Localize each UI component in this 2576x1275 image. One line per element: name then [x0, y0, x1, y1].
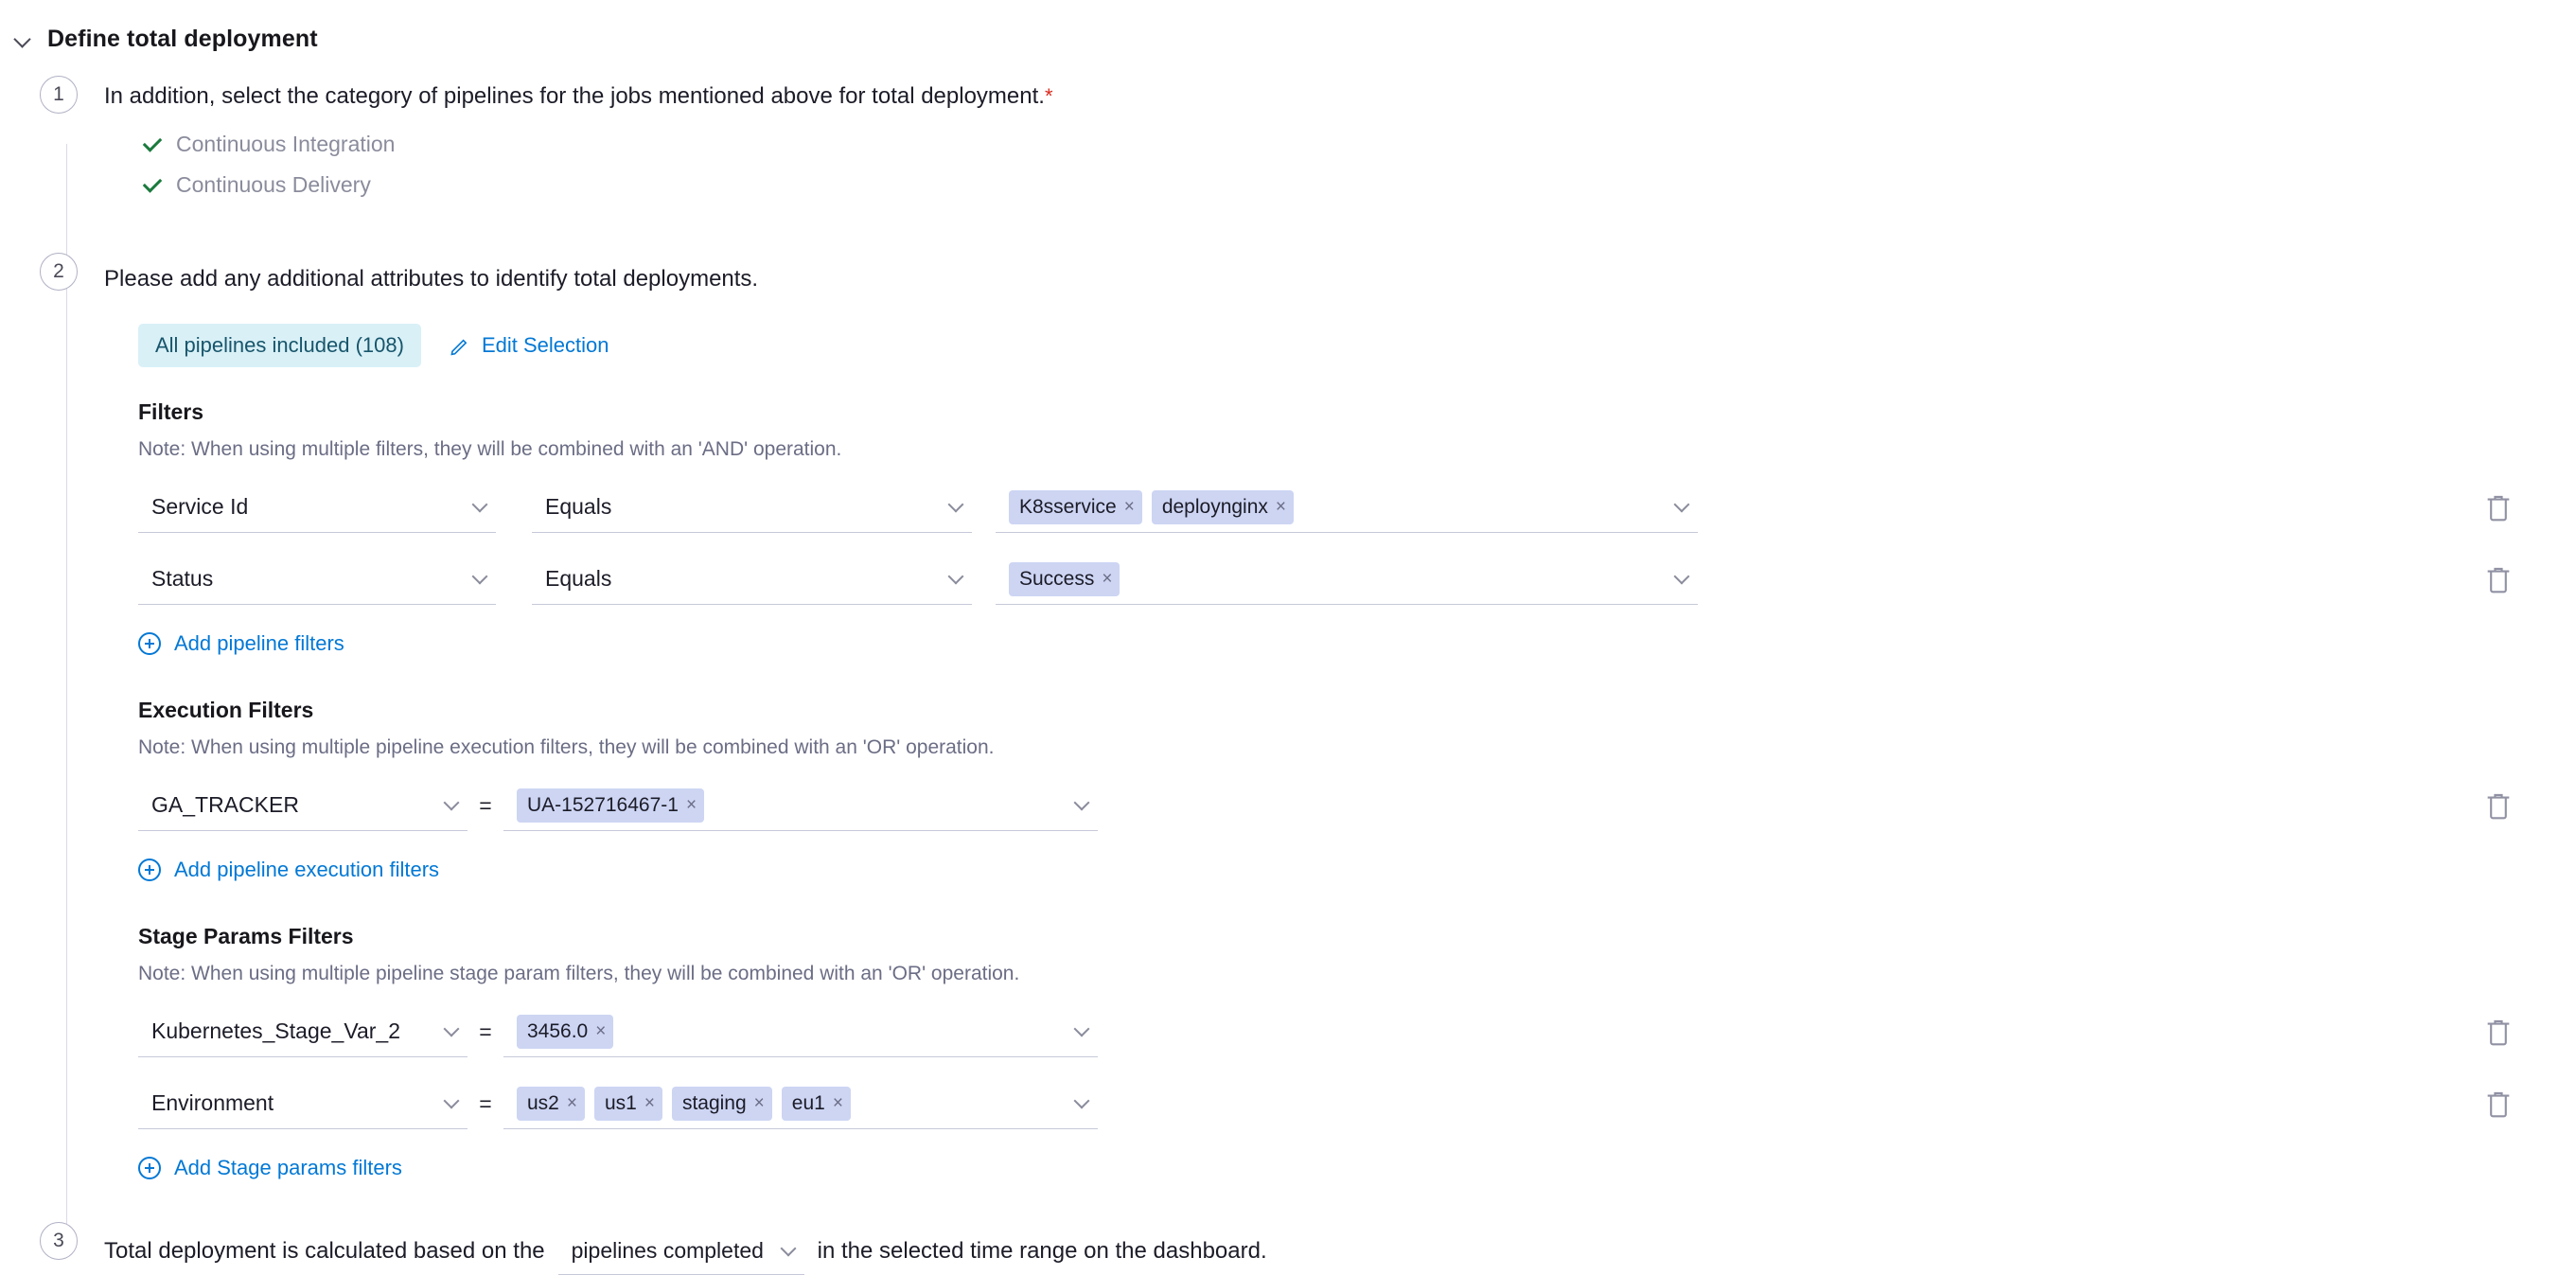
section-header[interactable]: [0, 0, 2576, 59]
delete-filter-button[interactable]: [2497, 487, 2538, 528]
stage-param-key-select[interactable]: [138, 1006, 468, 1057]
filter-value-tag[interactable]: [1009, 490, 1142, 524]
page-title: Define total deployment: [47, 25, 318, 52]
close-icon[interactable]: ×: [566, 1092, 577, 1113]
chevron-down-icon[interactable]: [13, 28, 34, 49]
chevron-down-icon: [445, 1023, 458, 1036]
filter-values-select[interactable]: [996, 482, 1698, 533]
chevron-down-icon: [1075, 1095, 1088, 1108]
delete-stage-param-filter-button[interactable]: [2497, 1011, 2538, 1053]
step-3-body: [104, 1222, 2576, 1275]
trash-icon: [2482, 1088, 2514, 1120]
stage-param-values-select[interactable]: [503, 1006, 1098, 1057]
close-icon[interactable]: ×: [685, 794, 697, 815]
equals-sign: =: [479, 1018, 492, 1044]
plus-circle-icon: [138, 859, 161, 881]
chevron-down-icon: [782, 1243, 795, 1256]
step-1-badge: 1: [40, 76, 78, 114]
calculation-basis-select[interactable]: [558, 1228, 804, 1275]
equals-sign: =: [479, 1090, 492, 1116]
filter-row: [138, 554, 2576, 605]
filter-attribute-select[interactable]: [138, 482, 496, 533]
plus-circle-icon: [138, 632, 161, 655]
chevron-down-icon: [473, 499, 486, 512]
close-icon[interactable]: ×: [595, 1020, 607, 1041]
chevron-down-icon: [445, 1095, 458, 1108]
chevron-down-icon: [1075, 1023, 1088, 1036]
equals-sign: =: [479, 792, 492, 818]
step-1-body: [104, 76, 2576, 213]
add-pipeline-execution-filters-label: Add pipeline execution filters: [174, 858, 440, 882]
checkbox-label: Continuous Delivery: [176, 172, 371, 198]
required-marker: *: [1044, 84, 1053, 108]
chevron-down-icon: [1675, 571, 1688, 584]
filters-note: Note: When using multiple filters, they will be combined with an 'AND' operation.: [138, 438, 842, 461]
filter-row: [138, 482, 2576, 533]
filter-operator-value: Equals: [545, 494, 612, 520]
chevron-down-icon: [473, 571, 486, 584]
close-icon[interactable]: ×: [1275, 496, 1287, 517]
step-2-body: [104, 258, 2576, 1180]
stage-param-filter-row: [138, 1006, 2576, 1057]
chevron-down-icon: [949, 571, 962, 584]
execution-filters-note: Note: When using multiple pipeline execution filters, they will be combined with an 'OR' operation.: [138, 736, 995, 759]
filter-operator-select[interactable]: [532, 482, 972, 533]
add-pipeline-execution-filters-button[interactable]: [138, 858, 2576, 882]
pencil-icon: [450, 335, 470, 356]
trash-icon: [2482, 1016, 2514, 1048]
tag-label: us1: [604, 1091, 637, 1114]
execution-filter-values-select[interactable]: [503, 780, 1098, 831]
steps-container: [40, 76, 2576, 1275]
tag-label: UA-152716467-1: [527, 793, 679, 816]
tag-label: eu1: [791, 1091, 825, 1114]
close-icon[interactable]: ×: [753, 1092, 765, 1113]
tag-label: Success: [1019, 567, 1095, 590]
filter-attribute-select[interactable]: [138, 554, 496, 605]
step-3-badge: 3: [40, 1222, 78, 1260]
add-pipeline-filters-button[interactable]: [138, 631, 2576, 656]
check-icon: [142, 176, 161, 195]
filter-value-tag[interactable]: [1009, 562, 1120, 596]
stage-param-value-tag[interactable]: [517, 1015, 613, 1049]
stage-params-filters-note: Note: When using multiple pipeline stage param filters, they will be combined with an 'OR' operation.: [138, 963, 1020, 985]
execution-filter-row: [138, 780, 2576, 831]
status-badge: All pipelines included (108): [138, 324, 421, 367]
filter-attribute-value: Status: [151, 566, 214, 592]
edit-selection-label: Edit Selection: [481, 333, 609, 358]
tag-label: K8sservice: [1019, 495, 1117, 518]
chevron-down-icon: [1075, 797, 1088, 810]
step-3: [40, 1222, 2576, 1275]
step-1-label: In addition, select the category of pipelines for the jobs mentioned above for total deployment.: [104, 83, 1045, 109]
close-icon[interactable]: ×: [1102, 568, 1113, 589]
step-3-text-before: Total deployment is calculated based on the: [104, 1238, 545, 1265]
close-icon[interactable]: ×: [1123, 496, 1135, 517]
step-3-text: [104, 1228, 2576, 1275]
step-2-badge: 2: [40, 253, 78, 291]
close-icon[interactable]: ×: [832, 1092, 843, 1113]
trash-icon: [2482, 789, 2514, 822]
stage-param-filter-row: [138, 1078, 2576, 1129]
filter-operator-value: Equals: [545, 566, 612, 592]
chevron-down-icon: [1675, 499, 1688, 512]
filter-values-select[interactable]: [996, 554, 1698, 605]
chevron-down-icon: [949, 499, 962, 512]
selection-summary-row: [138, 324, 2576, 367]
check-icon: [142, 135, 161, 154]
add-stage-params-filters-button[interactable]: [138, 1156, 2576, 1180]
filter-operator-select[interactable]: [532, 554, 972, 605]
calculation-basis-value: pipelines completed: [571, 1238, 764, 1264]
delete-execution-filter-button[interactable]: [2497, 785, 2538, 826]
tag-label: 3456.0: [527, 1019, 589, 1042]
tag-label: staging: [681, 1091, 747, 1114]
add-stage-params-filters-label: Add Stage params filters: [174, 1156, 402, 1180]
tag-label: us2: [527, 1091, 559, 1114]
step-2: [40, 253, 2576, 1180]
execution-filter-value-tag[interactable]: [517, 788, 704, 823]
trash-icon: [2482, 563, 2514, 595]
trash-icon: [2482, 491, 2514, 523]
close-icon[interactable]: ×: [644, 1092, 655, 1113]
execution-filter-key-value: GA_TRACKER: [151, 792, 299, 818]
stage-param-values-select[interactable]: [503, 1078, 1098, 1129]
stage-param-key-value: Environment: [151, 1090, 274, 1116]
plus-circle-icon: [138, 1157, 161, 1179]
add-pipeline-filters-label: Add pipeline filters: [174, 631, 344, 656]
checkbox-continuous-delivery[interactable]: [142, 172, 2576, 198]
step-1-text: [104, 81, 2576, 111]
execution-filters-title: Execution Filters: [138, 698, 314, 723]
execution-filter-key-select[interactable]: [138, 780, 468, 831]
delete-stage-param-filter-button[interactable]: [2497, 1083, 2538, 1124]
filters-title: Filters: [138, 399, 204, 425]
checkbox-continuous-integration[interactable]: [142, 132, 2576, 157]
stage-param-key-value: Kubernetes_Stage_Var_2: [151, 1018, 400, 1044]
stage-param-value-tag[interactable]: [594, 1087, 662, 1121]
filter-value-tag[interactable]: [1152, 490, 1294, 524]
stage-param-value-tag[interactable]: [672, 1087, 772, 1121]
filter-attribute-value: Service Id: [151, 494, 249, 520]
step-2-text: Please add any additional attributes to identify total deployments.: [104, 266, 759, 292]
step-3-text-after: in the selected time range on the dashboard.: [817, 1238, 1267, 1265]
stage-param-value-tag[interactable]: [782, 1087, 851, 1121]
stage-param-value-tag[interactable]: [517, 1087, 585, 1121]
delete-filter-button[interactable]: [2497, 558, 2538, 600]
chevron-down-icon: [445, 797, 458, 810]
stage-param-key-select[interactable]: [138, 1078, 468, 1129]
tag-label: deploynginx: [1161, 495, 1268, 518]
pipeline-category-checklist: [142, 132, 2576, 198]
stage-params-filters-title: Stage Params Filters: [138, 924, 354, 949]
checkbox-label: Continuous Integration: [176, 132, 396, 157]
step-1: [40, 76, 2576, 213]
edit-selection-button[interactable]: [450, 333, 609, 358]
